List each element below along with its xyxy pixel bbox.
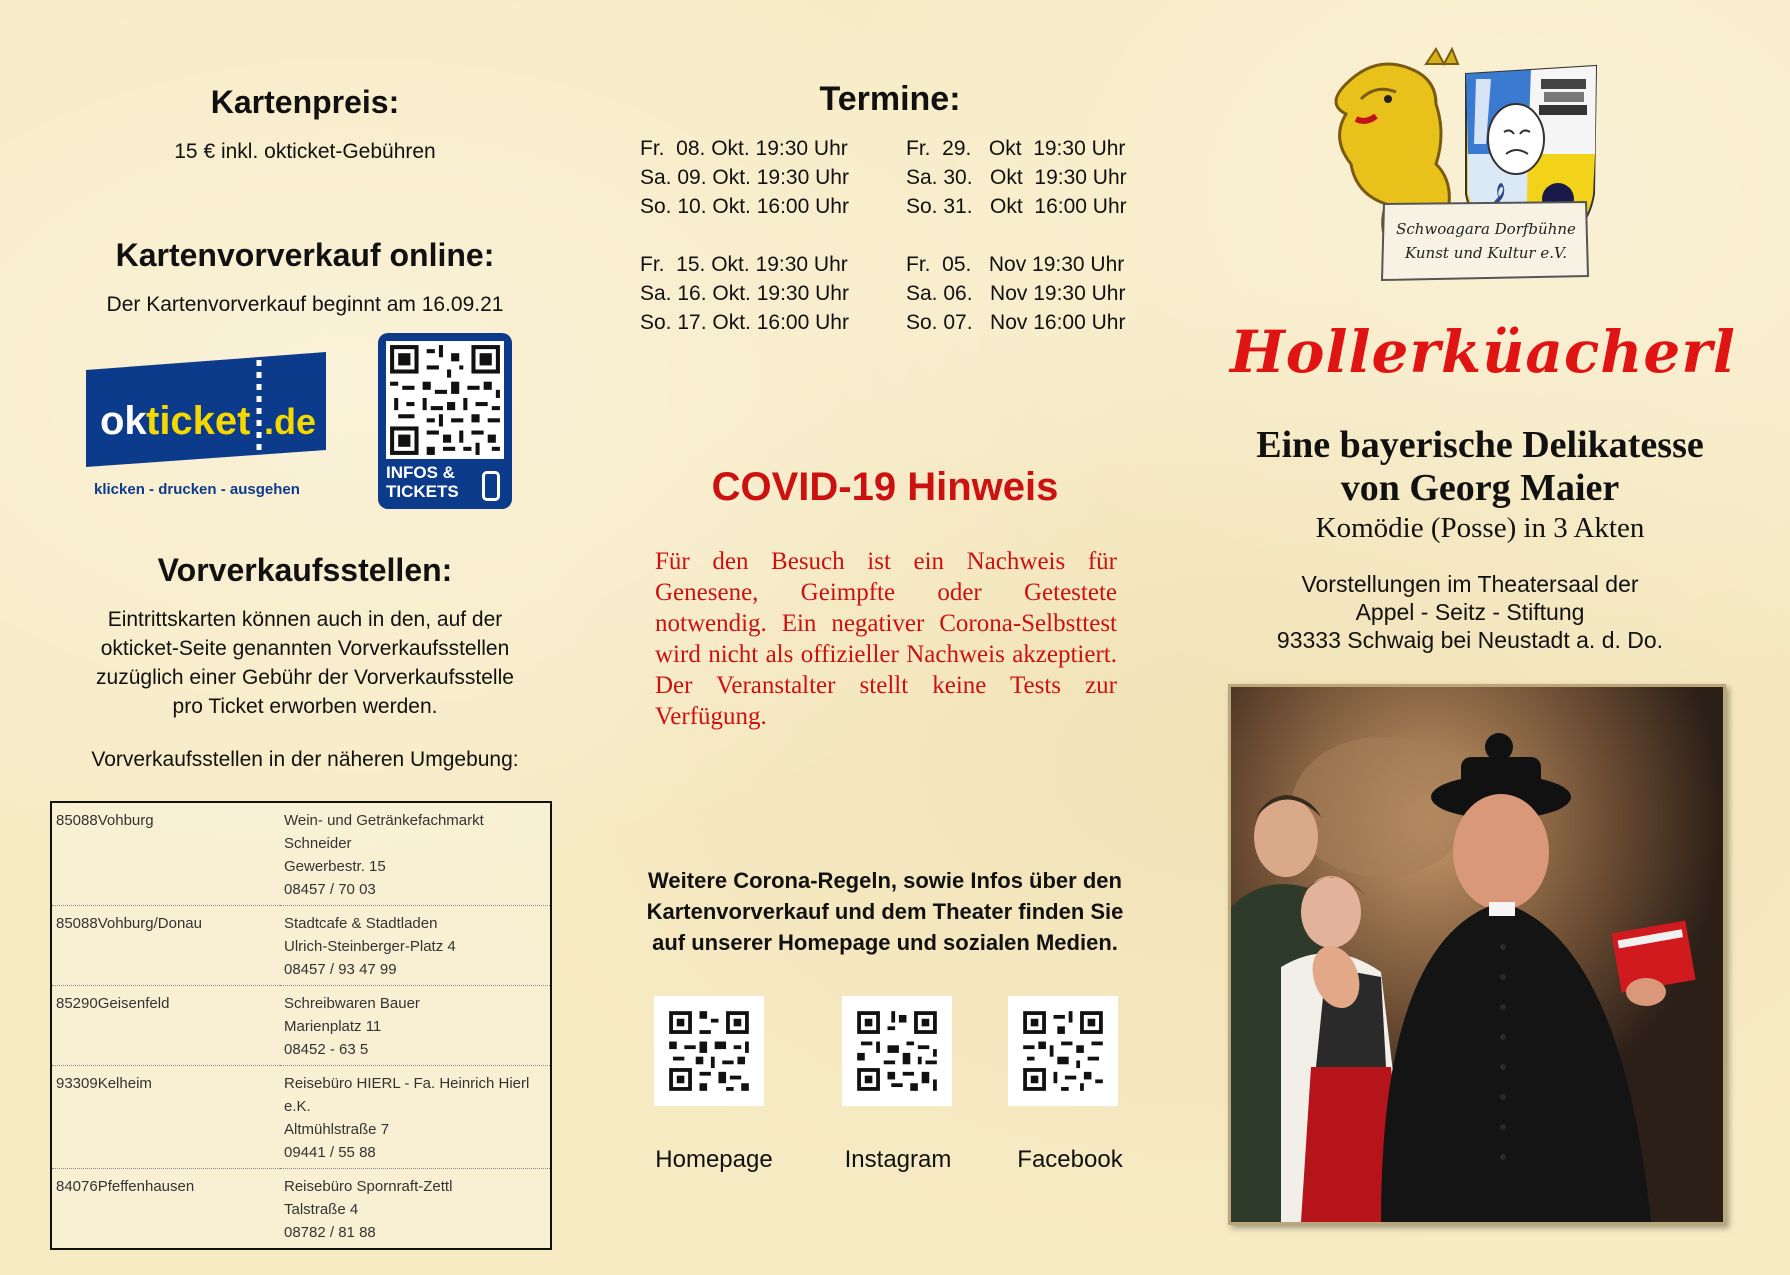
further-info: Weitere Corona-Regeln, sowie Infos über den Kartenvorverkauf und dem Theater finden Sie auf unserer Homepage und sozialen Medien. [646, 868, 1124, 955]
store-phone: 08457 / 93 47 99 [284, 961, 397, 978]
qr-code-icon [842, 996, 952, 1106]
vvk-table [50, 801, 552, 1250]
store-location: 85088Vohburg [56, 812, 154, 829]
store-name: Reisebüro HIERL - Fa. Heinrich Hierl e.K. [284, 1075, 530, 1115]
registered-mark: ® [298, 360, 310, 377]
play-title: Hollerküacherl [1230, 318, 1736, 386]
vvk-text [60, 605, 550, 721]
date-row: Fr. 05. Nov 19:30 Uhr [906, 253, 1125, 276]
date-spacer [640, 221, 849, 250]
vvk-text-line1: Eintrittskarten können auch in den, auf der [107, 608, 503, 631]
date-row: Fr. 29. Okt 19:30 Uhr [906, 137, 1126, 160]
date-row: Sa. 30. Okt 19:30 Uhr [906, 166, 1127, 189]
online-text: Der Kartenvorverkauf beginnt am 16.09.21 [106, 293, 504, 316]
subtitle [1200, 424, 1760, 510]
store-details [280, 1066, 551, 1169]
store-name: Wein- und Getränkefachmarkt Schneider [284, 812, 484, 852]
date-spacer [906, 221, 1127, 250]
date-row: Sa. 09. Okt. 19:30 Uhr [640, 166, 849, 189]
qr-code-icon [654, 996, 764, 1106]
store-name: Reisebüro Spornraft-Zettl [284, 1178, 453, 1195]
termine-heading: Termine: [819, 80, 961, 118]
vvk-text-line2: okticket-Seite genannten Vorverkaufsstellen [100, 637, 510, 660]
store-name: Schreibwaren Bauer [284, 995, 420, 1012]
qr-label [386, 463, 459, 501]
date-row: So. 07. Nov 16:00 Uhr [906, 311, 1126, 334]
qr-label-line2: TICKETS [386, 482, 459, 501]
subtitle-line2: von Georg Maier [1340, 467, 1620, 509]
vvk-heading: Vorverkaufsstellen: [157, 552, 453, 588]
okticket-slogan: klicken - drucken - ausgehen [94, 481, 300, 498]
venue-line1: Vorstellungen im Theatersaal der [1301, 571, 1639, 597]
store-phone: 08782 / 81 88 [284, 1224, 376, 1241]
price-text: 15 € inkl. okticket-Gebühren [174, 140, 436, 163]
store-street: Ulrich-Steinberger-Platz 4 [284, 938, 456, 955]
store-street: Talstraße 4 [284, 1201, 359, 1218]
phone-icon [482, 471, 500, 501]
vvk-text-line3: zuzüglich einer Gebühr der Vorverkaufsstelle [96, 666, 514, 689]
store-street: Gewerbestr. 15 [284, 858, 386, 875]
okticket-ok: ok [100, 399, 147, 443]
store-name: Stadtcafe & Stadtladen [284, 915, 438, 932]
stage-photo-graphic [1231, 687, 1723, 1222]
table-row [51, 802, 551, 906]
okticket-de: .de [264, 401, 317, 442]
price-heading: Kartenpreis: [210, 84, 400, 120]
date-row: Sa. 06. Nov 19:30 Uhr [906, 282, 1126, 305]
date-row: Fr. 08. Okt. 19:30 Uhr [640, 137, 848, 160]
okticket-logo[interactable] [86, 352, 326, 472]
crest-graphic [1316, 44, 1601, 284]
homepage-qr[interactable] [654, 996, 764, 1106]
table-row [51, 1066, 551, 1169]
store-phone: 09441 / 55 88 [284, 1144, 376, 1161]
vvk-text-line4: pro Ticket erworben werden. [172, 695, 438, 718]
dates-left [640, 134, 849, 337]
facebook-qr[interactable] [1008, 996, 1118, 1106]
store-details [280, 906, 551, 986]
table-row [51, 986, 551, 1066]
qr-code-icon [386, 341, 504, 459]
table-row [51, 1169, 551, 1250]
qr-label-line1: INFOS & [386, 463, 455, 482]
date-row: Fr. 15. Okt. 19:30 Uhr [640, 253, 848, 276]
instagram-qr[interactable] [842, 996, 952, 1106]
stage-photo [1228, 684, 1726, 1225]
date-row: So. 31. Okt 16:00 Uhr [906, 195, 1127, 218]
infos-tickets-qr[interactable] [378, 333, 512, 509]
venue-line2: Appel - Seitz - Stiftung [1355, 599, 1585, 625]
genre: Komödie (Posse) in 3 Akten [1315, 512, 1645, 544]
store-phone: 08452 - 63 5 [284, 1041, 369, 1058]
homepage-caption[interactable]: Homepage [655, 1146, 773, 1173]
subtitle-line1: Eine bayerische Delikatesse [1256, 424, 1704, 466]
store-location: 85088Vohburg/Donau [51, 906, 280, 986]
qr-code-icon [1008, 996, 1118, 1106]
vvk-near: Vorverkaufsstellen in der näheren Umgebung: [91, 748, 519, 771]
store-location: 84076Pfeffenhausen [51, 1169, 280, 1250]
store-details [280, 1169, 551, 1250]
okticket-word: ticket [146, 399, 251, 443]
store-location: 93309Kelheim [51, 1066, 280, 1169]
crest-text-1: Schwoagara Dorfbühne [1396, 220, 1576, 238]
facebook-caption[interactable]: Facebook [1017, 1146, 1123, 1173]
store-phone: 08457 / 70 03 [284, 881, 376, 898]
date-row: So. 10. Okt. 16:00 Uhr [640, 195, 849, 218]
store-street: Altmühlstraße 7 [284, 1121, 390, 1138]
table-row [51, 906, 551, 986]
okticket-logo-graphic [86, 352, 326, 472]
venue-line3: 93333 Schwaig bei Neustadt a. d. Do. [1276, 627, 1664, 653]
crest-text-2: Kunst und Kultur e.V. [1405, 244, 1567, 262]
instagram-caption[interactable]: Instagram [844, 1146, 952, 1173]
dates-right [906, 134, 1127, 337]
store-details [280, 802, 551, 906]
crest-logo [1316, 44, 1601, 284]
date-row: So. 17. Okt. 16:00 Uhr [640, 311, 849, 334]
store-details [280, 986, 551, 1066]
date-row: Sa. 16. Okt. 19:30 Uhr [640, 282, 849, 305]
venue [1220, 570, 1720, 654]
store-location: 85290Geisenfeld [51, 986, 280, 1066]
covid-heading: COVID-19 Hinweis [711, 465, 1059, 509]
online-heading: Kartenvorverkauf online: [115, 237, 495, 273]
covid-text: Für den Besuch ist ein Nachweis für Genesene, Geimpfte oder Getestete notwendig. Ein negativer Corona-Selbsttest wird nicht als offizieller Nachweis akzeptiert. Der Veranstalter stellt keine Tests zur Verfügung. [655, 548, 1117, 730]
store-street: Marienplatz 11 [284, 1018, 382, 1035]
